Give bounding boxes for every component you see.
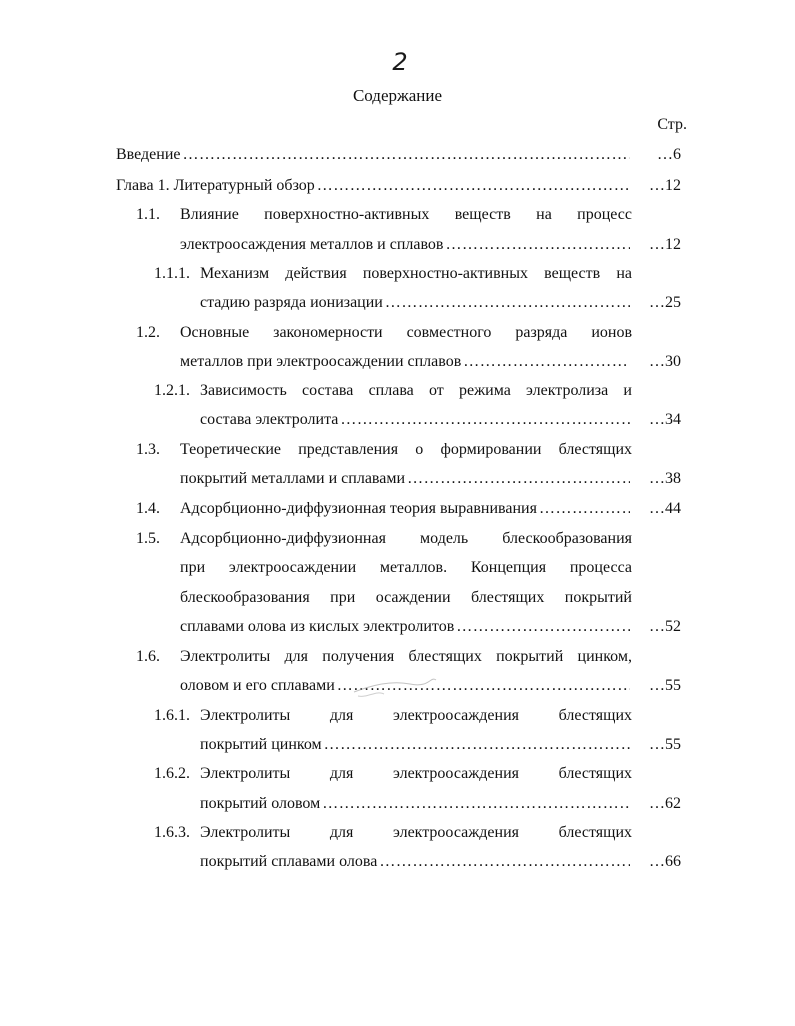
toc-entry-page: …62 [649, 795, 681, 812]
toc-entry-page: …12 [649, 236, 681, 253]
toc-entry-page: …55 [649, 736, 681, 753]
toc-entry-page: …6 [657, 146, 681, 163]
dot-leader [463, 352, 630, 372]
dot-leader [337, 676, 630, 696]
toc-entry-text: Электролиты для получения блестящих покрытий цинком, [180, 648, 632, 665]
section-number: 1.6.2. [154, 765, 190, 782]
toc-entry-1-1 [180, 235, 630, 255]
toc-entry-1-2 [180, 352, 630, 372]
dot-leader [385, 293, 630, 313]
dot-leader [324, 735, 630, 755]
section-number: 1.6.1. [154, 707, 190, 724]
dot-leader [317, 176, 630, 196]
page-column-label: Стр. [657, 116, 687, 133]
toc-entry-text: Влияние поверхностно-активных веществ на процесс [180, 206, 632, 223]
dot-leader [183, 145, 631, 165]
dot-leader [445, 235, 630, 255]
toc-entry-page: …38 [649, 470, 681, 487]
toc-entry-page: …55 [649, 677, 681, 694]
dot-leader [379, 852, 630, 872]
toc-entry-text: Глава 1. Литературный обзор [116, 177, 315, 194]
toc-entry-text: Механизм действия поверхностно-активных веществ на [200, 265, 632, 282]
section-number: 1.3. [136, 441, 160, 458]
toc-entry-text: Адсорбционно-диффузионная модель блескообразования [180, 530, 632, 547]
toc-entry-text: стадию разряда ионизации [200, 294, 383, 311]
dot-leader [340, 410, 630, 430]
toc-entry-text: покрытий металлами и сплавами [180, 470, 406, 487]
toc-entry-intro [116, 145, 630, 165]
toc-entry-text: при электроосаждении металлов. Концепция процесса [180, 559, 632, 576]
toc-entry-page: …52 [649, 618, 681, 635]
dot-leader [407, 469, 630, 489]
toc-entry-page: …44 [649, 500, 681, 517]
dot-leader [322, 794, 630, 814]
toc-entry-page: …25 [649, 294, 681, 311]
toc-entry-text: покрытий оловом [200, 795, 321, 812]
toc-entry-text: сплавами олова из кислых электролитов [180, 618, 455, 635]
toc-entry-1-5 [180, 617, 630, 637]
toc-entry-page: …12 [649, 177, 681, 194]
toc-entry-text: блескообразования при осаждении блестящих покрытий [180, 589, 632, 606]
section-number: 1.4. [136, 500, 160, 517]
toc-entry-text: металлов при электроосаждении сплавов [180, 353, 462, 370]
toc-entry-text: Адсорбционно-диффузионная теория выравнивания [180, 500, 537, 517]
toc-entry-text: состава электролита [200, 411, 339, 428]
toc-entry-text: Электролиты для электроосаждения блестящих [200, 707, 632, 724]
toc-entry-text: Теоретические представления о формировании блестящих [180, 441, 632, 458]
toc-entry-1-2-1 [200, 410, 630, 430]
toc-entry-1-3 [180, 469, 630, 489]
toc-entry-1-6-1 [200, 735, 630, 755]
section-number: 1.2.1. [154, 382, 190, 399]
toc-entry-page: …30 [649, 353, 681, 370]
toc-entry-1-1-1 [200, 293, 630, 313]
dot-leader [539, 499, 630, 519]
section-number: 1.6. [136, 648, 160, 665]
section-number: 1.6.3. [154, 824, 190, 841]
section-number: 1.5. [136, 530, 160, 547]
toc-entry-1-4 [180, 499, 630, 519]
page-number: 2 [392, 48, 408, 76]
section-number: 1.1. [136, 206, 160, 223]
toc-entry-text: покрытий сплавами олова [200, 853, 378, 870]
section-number: 1.1.1. [154, 265, 190, 282]
toc-entry-text: Электролиты для электроосаждения блестящих [200, 765, 632, 782]
toc-entry-text: оловом и его сплавами [180, 677, 335, 694]
toc-entry-1-6-2 [200, 794, 630, 814]
dot-leader [456, 617, 630, 637]
section-number: 1.2. [136, 324, 160, 341]
toc-entry-text: Введение [116, 146, 181, 163]
toc-entry-text: покрытий цинком [200, 736, 322, 753]
page-title: Содержание [352, 86, 443, 105]
toc-entry-1-6 [180, 676, 630, 696]
toc-entry-chapter-1 [116, 176, 630, 196]
toc-entry-text: Зависимость состава сплава от режима электролиза и [200, 382, 632, 399]
toc-entry-text: электроосаждения металлов и сплавов [180, 236, 444, 253]
toc-entry-text: Основные закономерности совместного разряда ионов [180, 324, 632, 341]
toc-entry-page: …34 [649, 411, 681, 428]
toc-entry-text: Электролиты для электроосаждения блестящих [200, 824, 632, 841]
toc-entry-page: …66 [649, 853, 681, 870]
toc-entry-1-6-3 [200, 852, 630, 872]
